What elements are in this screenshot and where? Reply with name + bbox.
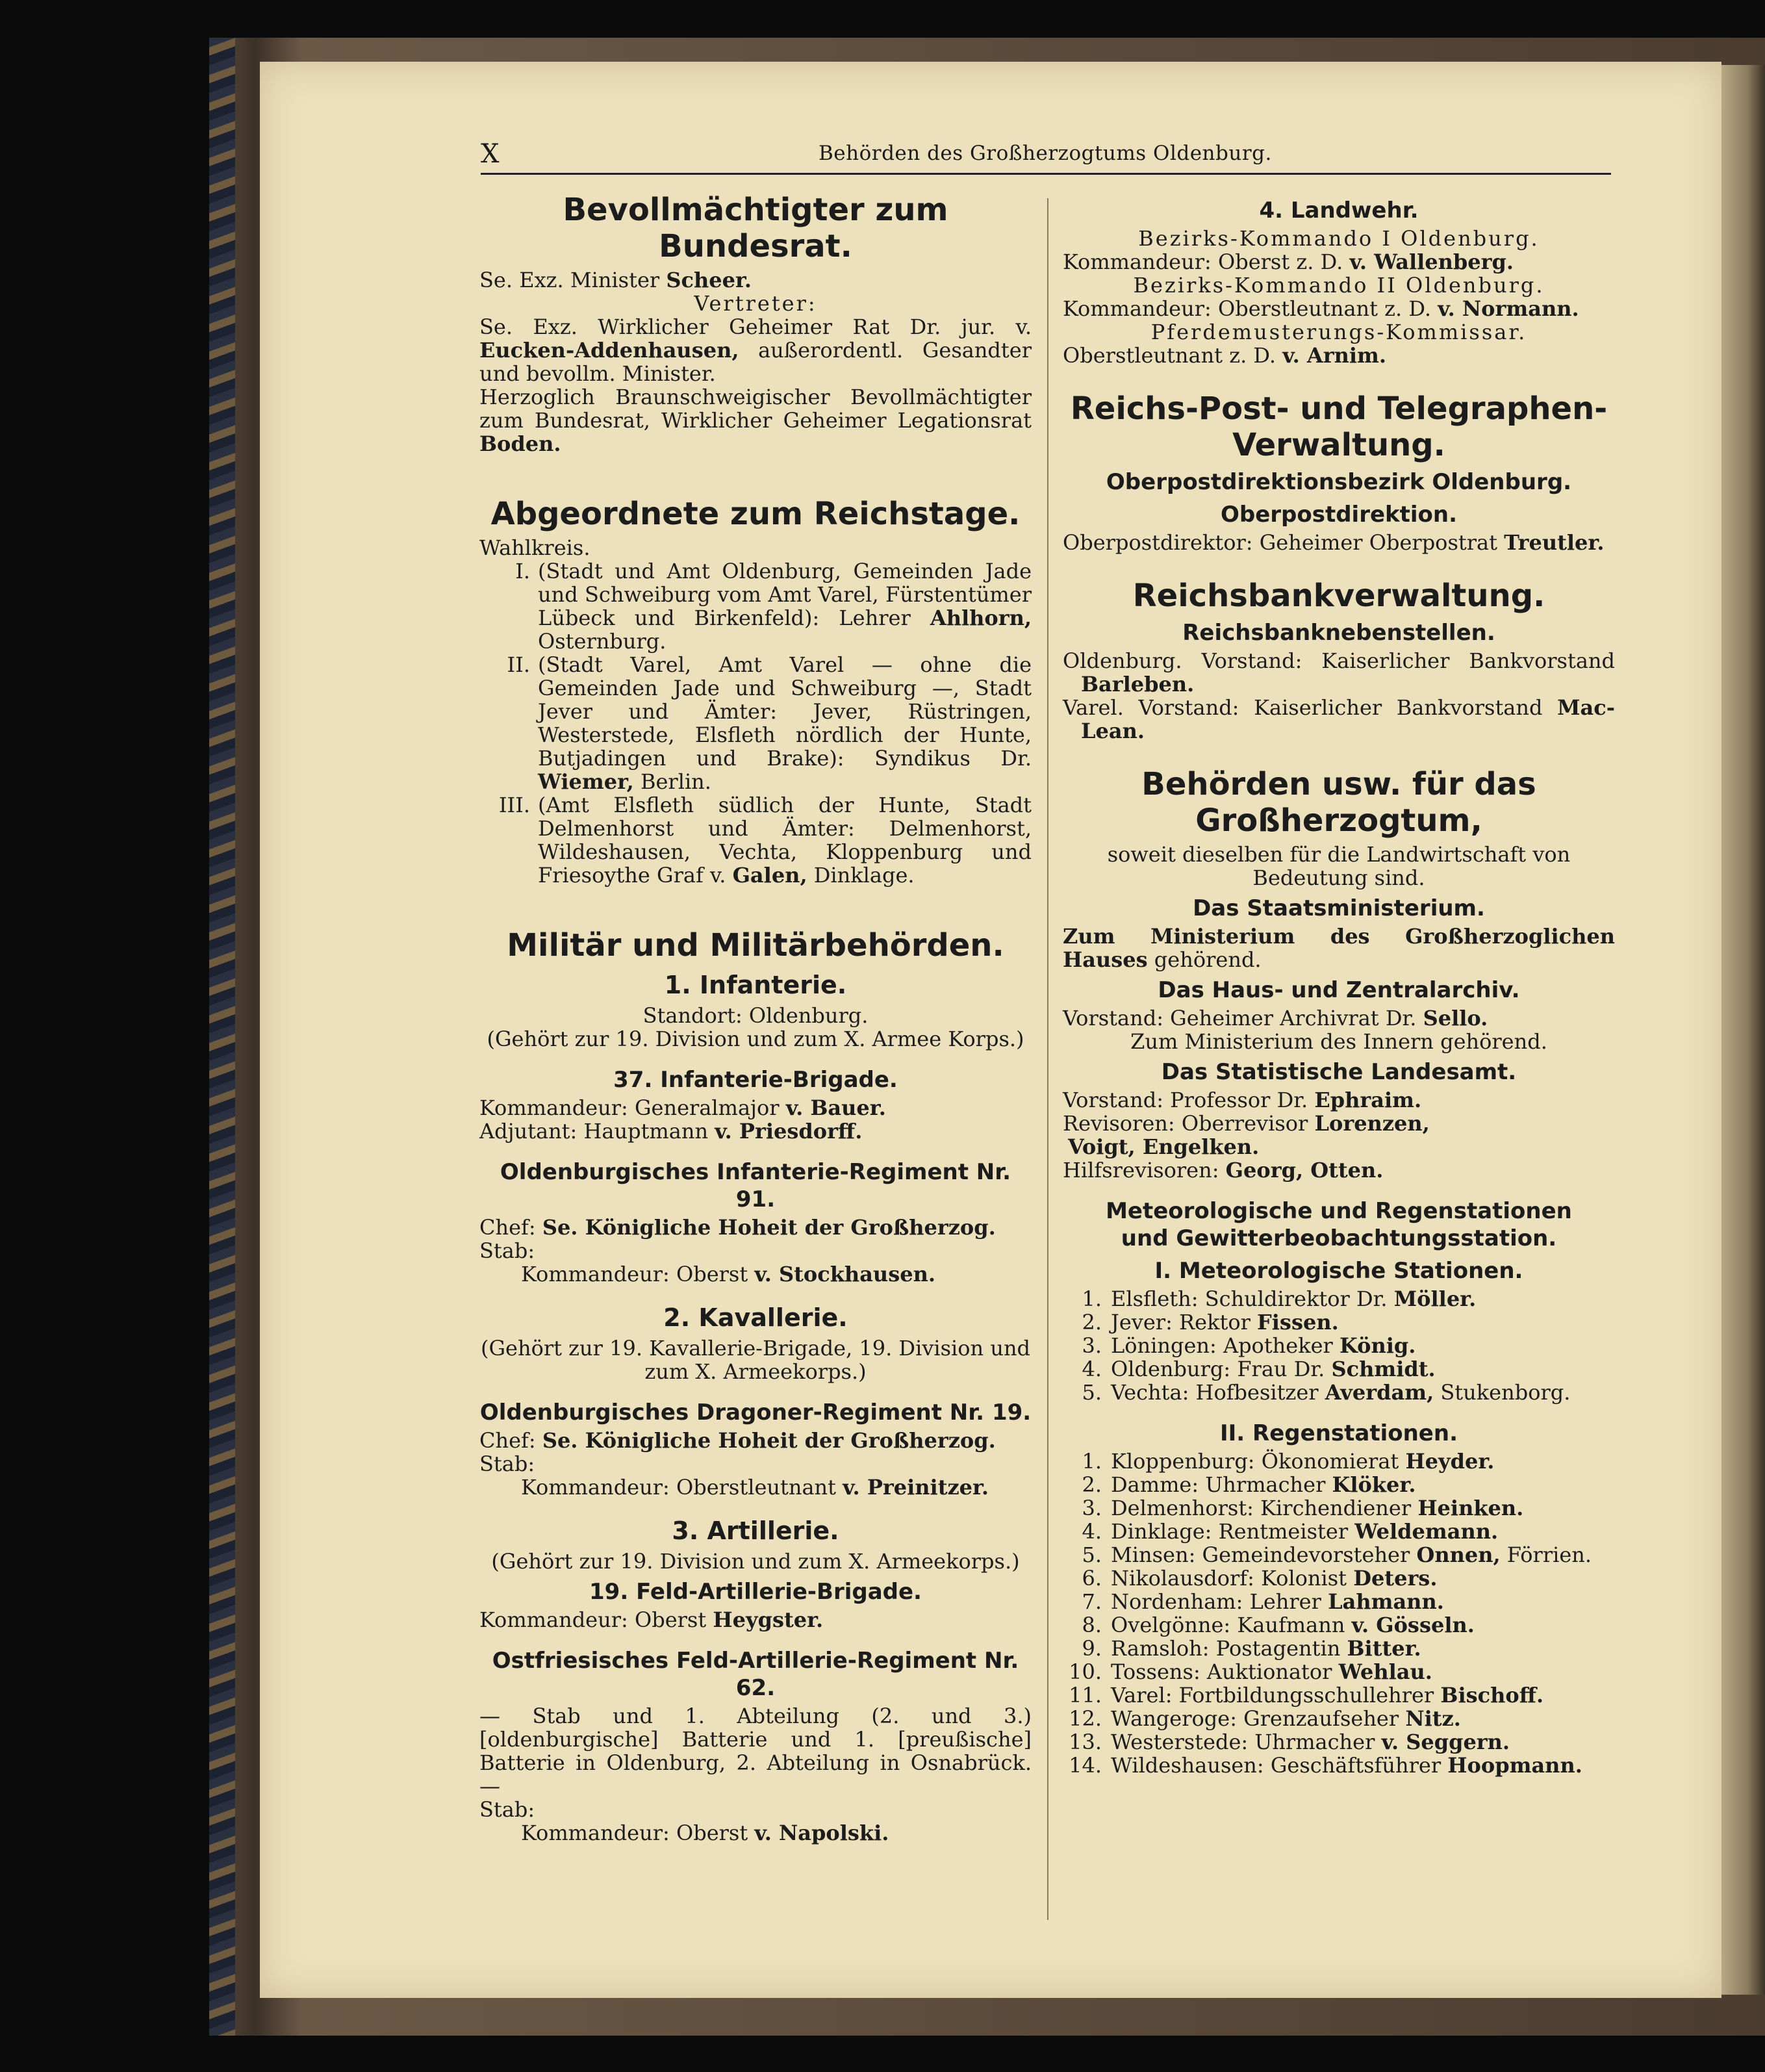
station-person: Lahmann. xyxy=(1328,1589,1444,1614)
name: Sello. xyxy=(1423,1006,1488,1030)
name: v. Priesdorff. xyxy=(715,1119,863,1144)
wahlkreis-label: Wahlkreis. xyxy=(479,535,590,560)
standort: Standort: Oldenburg. xyxy=(642,1003,869,1028)
station-number: 2. xyxy=(1082,1472,1102,1497)
text: Kommandeur: Generalmajor xyxy=(479,1095,786,1120)
vertreter-label: Vertreter: xyxy=(694,291,817,316)
title-line: Meteorologische und Regenstationen xyxy=(1106,1198,1572,1224)
reichsbank-subtitle: Reichsbanknebenstellen. xyxy=(1182,620,1495,646)
station-text: Ramsloh: Postagentin Bitter. xyxy=(1111,1636,1421,1661)
name: Ephraim. xyxy=(1314,1088,1422,1112)
kommissar-line xyxy=(1063,344,1615,367)
text: Varel. Vorstand: Kaiserlicher Bankvorstand xyxy=(1063,695,1558,720)
station-number: 14. xyxy=(1069,1753,1102,1778)
running-title: Behörden des Großherzogtums Oldenburg. xyxy=(819,142,1272,165)
name: v. Wallenberg. xyxy=(1349,249,1514,274)
text: Herzoglich Braunschweigischer Bevollmächtigter zum Bundesrat, Wirklicher Geheimer Legationsrat xyxy=(479,385,1032,433)
section-title-behoerden xyxy=(1063,766,1615,839)
station-text: Ovelgönne: Kaufmann v. Gösseln. xyxy=(1111,1613,1475,1637)
text: Oberstleutnant z. D. xyxy=(1063,343,1283,368)
station-entry xyxy=(1063,1287,1615,1311)
name: Voigt, Engelken. xyxy=(1068,1134,1260,1159)
brigade-kommandeur xyxy=(479,1608,1032,1631)
landesamt-hilfsrevisoren xyxy=(1063,1158,1615,1182)
text: Vorstand: Professor Dr. xyxy=(1063,1088,1315,1112)
text: gehörend. xyxy=(1147,947,1262,972)
station-entry xyxy=(1063,1334,1615,1357)
page-number: X xyxy=(481,139,500,169)
page-header xyxy=(481,136,1611,175)
staatsministerium-note xyxy=(1063,925,1615,971)
bank-entry xyxy=(1063,649,1615,696)
title-line: Behörden usw. für das xyxy=(1141,766,1536,802)
wahlkreis-text xyxy=(538,653,1032,793)
regiment-garrison-text: — Stab und 1. Abteilung (2. und 3.) [oldenburgische] Batterie und 1. [preußische] Batterie in Oldenburg, 2. Abteilung in Osnabrück. — xyxy=(479,1704,1032,1798)
station-person: v. Seggern. xyxy=(1381,1730,1510,1754)
station-number: 8. xyxy=(1082,1613,1102,1637)
station-entry xyxy=(1063,1496,1615,1520)
landesamt-revisoren-cont xyxy=(1063,1135,1615,1158)
dragoner-regiment-title: Oldenburgisches Dragoner-Regiment Nr. 19. xyxy=(479,1400,1032,1426)
text: Oldenburg. Vorstand: Kaiserlicher Bankvorstand xyxy=(1063,648,1615,673)
title-line: Reichs-Post- und Telegraphen- xyxy=(1070,390,1608,427)
text: Se. Exz. Minister xyxy=(479,268,667,292)
text: (Amt Elsfleth südlich der Hunte, Stadt Delmenhorst und Ämter: Delmenhorst, Wildeshausen, Vechta, Kloppenburg und Friesoythe Graf v. xyxy=(538,793,1032,888)
marbled-spine-edge xyxy=(209,38,235,2036)
station-number: 3. xyxy=(1082,1496,1102,1520)
section-title-meteo xyxy=(1063,1197,1615,1252)
infanterie-note: (Gehört zur 19. Division und zum X. Armee Korps.) xyxy=(487,1027,1024,1051)
name: Se. Königliche Hoheit der Großherzog. xyxy=(542,1428,996,1453)
station-text: Wildeshausen: Geschäftsführer Hoopmann. xyxy=(1111,1753,1582,1778)
regiment-kommandeur xyxy=(479,1262,1032,1286)
text: außerordentl. Gesandter und bevollm. Minister. xyxy=(479,338,1032,386)
station-number: 13. xyxy=(1069,1730,1102,1754)
bezirks-kommando-2: Bezirks-Kommando II Oldenburg. xyxy=(1133,273,1545,298)
station-entry xyxy=(1063,1567,1615,1590)
zentralarchiv-vorstand xyxy=(1063,1006,1615,1030)
station-text: Tossens: Auktionator Wehlau. xyxy=(1111,1659,1432,1684)
name: Lorenzen, xyxy=(1314,1111,1430,1136)
zentralarchiv-title: Das Haus- und Zentralarchiv. xyxy=(1158,977,1520,1003)
text: Chef: xyxy=(479,1215,542,1240)
station-person: Fissen. xyxy=(1257,1310,1339,1335)
station-entry xyxy=(1063,1473,1615,1496)
text: Vorstand: Geheimer Archivrat Dr. xyxy=(1063,1006,1423,1030)
station-text: Delmenhorst: Kirchendiener Heinken. xyxy=(1111,1496,1524,1520)
text: Kommandeur: Oberst xyxy=(521,1821,755,1845)
pferdemusterungs-kommissar: Pferdemusterungs-Kommissar. xyxy=(1150,320,1527,344)
station-entry xyxy=(1063,1637,1615,1660)
brigade-kommandeur xyxy=(479,1096,1032,1119)
station-person: Klöker. xyxy=(1332,1472,1416,1497)
wahlkreis-text xyxy=(538,793,1032,887)
station-entry xyxy=(1063,1543,1615,1567)
meteo-stations-title: I. Meteorologische Stationen. xyxy=(1154,1258,1523,1284)
stab-label: Stab: xyxy=(479,1238,535,1263)
station-person: Averdam, xyxy=(1325,1380,1434,1405)
brigade-adjutant xyxy=(479,1119,1032,1143)
station-entry xyxy=(1063,1357,1615,1381)
regiment-chef xyxy=(479,1429,1032,1452)
stab-label: Stab: xyxy=(479,1797,535,1822)
landesamt-vorstand xyxy=(1063,1088,1615,1112)
name: Boden. xyxy=(479,431,561,456)
left-column xyxy=(479,192,1032,1845)
title-line: Verwaltung. xyxy=(1232,427,1445,463)
staatsministerium-title: Das Staatsministerium. xyxy=(1193,895,1485,921)
station-person: Nitz. xyxy=(1405,1706,1461,1731)
wahlkreis-number: III. xyxy=(498,793,530,817)
station-person: Wehlau. xyxy=(1338,1659,1432,1684)
subsection-kavallerie: 2. Kavallerie. xyxy=(663,1303,848,1332)
station-text: Damme: Uhrmacher Klöker. xyxy=(1111,1472,1416,1497)
station-person: Bischoff. xyxy=(1440,1683,1544,1707)
ministerium-innern-note: Zum Ministerium des Innern gehörend. xyxy=(1130,1029,1547,1054)
text: Oberpostdirektor: Geheimer Oberpostrat xyxy=(1063,530,1505,555)
oberpostdirektor-line xyxy=(1063,531,1615,554)
station-entry xyxy=(1063,1683,1615,1707)
subsection-infanterie: 1. Infanterie. xyxy=(664,971,847,999)
name: Heygster. xyxy=(713,1607,824,1632)
station-number: 1. xyxy=(1082,1449,1102,1474)
landesamt-title: Das Statistische Landesamt. xyxy=(1161,1059,1517,1085)
artillerie-note: (Gehört zur 19. Division und zum X. Armeekorps.) xyxy=(491,1549,1020,1574)
subsection-artillerie: 3. Artillerie. xyxy=(672,1516,839,1545)
station-text: Nordenham: Lehrer Lahmann. xyxy=(1111,1589,1444,1614)
section-title-reichsbank: Reichsbankverwaltung. xyxy=(1132,578,1545,614)
station-person: Onnen, xyxy=(1416,1542,1501,1567)
station-entry xyxy=(1063,1730,1615,1754)
station-number: 1. xyxy=(1082,1286,1102,1311)
brigade-title: 37. Infanterie-Brigade. xyxy=(613,1067,898,1093)
station-number: 6. xyxy=(1082,1566,1102,1591)
wahlkreis-entry xyxy=(479,653,1032,793)
kommandeur-line xyxy=(1063,297,1615,320)
station-person: Möller. xyxy=(1393,1286,1477,1311)
wahlkreis-number: I. xyxy=(515,559,530,583)
meteo-stations-list xyxy=(1063,1287,1615,1404)
station-number: 10. xyxy=(1069,1659,1102,1684)
text: Chef: xyxy=(479,1428,542,1453)
station-person: Heinken. xyxy=(1417,1496,1524,1520)
stab-label: Stab: xyxy=(479,1452,535,1476)
station-number: 3. xyxy=(1082,1333,1102,1358)
column-divider xyxy=(1047,198,1048,1920)
name: v. Stockhausen. xyxy=(754,1262,935,1286)
bezirks-kommando-1: Bezirks-Kommando I Oldenburg. xyxy=(1138,226,1540,251)
feld-artillerie-brigade-title: 19. Feld-Artillerie-Brigade. xyxy=(589,1579,922,1605)
station-person: Weldemann. xyxy=(1354,1519,1499,1544)
station-person: Deters. xyxy=(1353,1566,1438,1591)
text: Adjutant: Hauptmann xyxy=(479,1119,715,1144)
ostfriesisches-regiment-title: Ostfriesisches Feld-Artillerie-Regiment Nr. 62. xyxy=(492,1648,1019,1701)
name: Barleben. xyxy=(1081,672,1195,697)
section-title-reichstag: Abgeordnete zum Reichstage. xyxy=(490,496,1021,532)
station-person: Bitter. xyxy=(1347,1636,1421,1661)
infanterie-regiment-title: Oldenburgisches Infanterie-Regiment Nr. 91. xyxy=(500,1159,1011,1212)
station-number: 4. xyxy=(1082,1519,1102,1544)
rain-stations-list xyxy=(1063,1450,1615,1777)
station-person: Schmidt. xyxy=(1331,1357,1436,1381)
station-number: 12. xyxy=(1069,1706,1102,1731)
post-subtitle: Oberpostdirektionsbezirk Oldenburg. xyxy=(1106,469,1572,495)
station-entry xyxy=(1063,1754,1615,1777)
station-entry xyxy=(1063,1450,1615,1473)
station-person: Hoopmann. xyxy=(1447,1753,1582,1778)
station-number: 9. xyxy=(1082,1636,1102,1661)
name: v. Arnim. xyxy=(1282,343,1387,368)
braunschweig-entry xyxy=(479,385,1032,455)
station-text: Westerstede: Uhrmacher v. Seggern. xyxy=(1111,1730,1510,1754)
station-entry xyxy=(1063,1660,1615,1683)
station-text: Elsfleth: Schuldirektor Dr. Möller. xyxy=(1111,1286,1477,1311)
regiment-kommandeur xyxy=(479,1476,1032,1499)
bundesrat-minister xyxy=(479,268,1032,292)
title-line: Großherzogtum, xyxy=(1195,802,1482,839)
wahlkreis-text xyxy=(538,559,1032,653)
wahlkreis-entry xyxy=(479,793,1032,887)
text: Hilfsrevisoren: xyxy=(1063,1158,1226,1183)
station-entry xyxy=(1063,1311,1615,1334)
section-title-militaer: Militär und Militärbehörden. xyxy=(507,927,1004,964)
station-number: 7. xyxy=(1082,1589,1102,1614)
subsection-landwehr: 4. Landwehr. xyxy=(1259,198,1419,224)
text: Kommandeur: Oberstleutnant z. D. xyxy=(1063,296,1438,321)
station-text: Dinklage: Rentmeister Weldemann. xyxy=(1111,1519,1499,1544)
landesamt-revisoren xyxy=(1063,1112,1615,1135)
text: Kommandeur: Oberstleutnant xyxy=(521,1475,843,1500)
section-title-post xyxy=(1063,390,1615,463)
station-number: 5. xyxy=(1082,1380,1102,1405)
station-text: Varel: Fortbildungsschullehrer Bischoff. xyxy=(1111,1683,1544,1707)
text: Osternburg. xyxy=(538,629,667,654)
station-entry xyxy=(1063,1520,1615,1543)
station-entry xyxy=(1063,1381,1615,1404)
station-number: 5. xyxy=(1082,1542,1102,1567)
bank-entry xyxy=(1063,696,1615,743)
station-text: Kloppenburg: Ökonomierat Heyder. xyxy=(1111,1449,1495,1474)
name: Se. Königliche Hoheit der Großherzog. xyxy=(542,1215,996,1240)
station-person: König. xyxy=(1340,1333,1416,1358)
name: Scheer. xyxy=(666,268,752,292)
name: Galen, xyxy=(732,863,807,888)
station-text: Jever: Rektor Fissen. xyxy=(1111,1310,1339,1335)
title-line: und Gewitterbeobachtungsstation. xyxy=(1121,1225,1557,1251)
wahlkreis-entry xyxy=(479,559,1032,653)
name: Georg, Otten. xyxy=(1225,1158,1384,1183)
rain-stations-title: II. Regenstationen. xyxy=(1220,1420,1458,1446)
kommandeur-line xyxy=(1063,250,1615,274)
station-number: 2. xyxy=(1082,1310,1102,1335)
station-text: Nikolausdorf: Kolonist Deters. xyxy=(1111,1566,1438,1591)
name: Ahlhorn, xyxy=(930,606,1032,630)
text: (Stadt und Amt Oldenburg, Gemeinden Jade und Schweiburg vom Amt Varel, Fürstentümer Lübeck und Birkenfeld): Lehrer xyxy=(538,559,1032,630)
station-text: Oldenburg: Frau Dr. Schmidt. xyxy=(1111,1357,1436,1381)
text: (Stadt Varel, Amt Varel — ohne die Gemeinden Jade und Schweiburg —, Stadt Jever und Ämter: Jever, Rüstringen, Westerstede, Elsfleth nördlich der Hunte, Butjadingen und Brake): Syndikus Dr. xyxy=(538,652,1032,771)
name: Eucken-Addenhausen, xyxy=(479,338,739,363)
name: v. Preinitzer. xyxy=(843,1475,989,1500)
station-number: 4. xyxy=(1082,1357,1102,1381)
text: Zum Ministerium des Großherzoglichen Hauses xyxy=(1063,924,1615,972)
name: Wiemer, xyxy=(538,769,634,794)
station-entry xyxy=(1063,1707,1615,1730)
station-entry xyxy=(1063,1590,1615,1613)
station-entry xyxy=(1063,1613,1615,1637)
name: Treutler. xyxy=(1504,530,1605,555)
text: Dinklage. xyxy=(807,863,915,888)
name: Mac-Lean. xyxy=(1081,695,1615,743)
name: v. Napolski. xyxy=(754,1821,889,1845)
text: Kommandeur: Oberst xyxy=(521,1262,755,1286)
station-text: Löningen: Apotheker König. xyxy=(1111,1333,1416,1358)
station-number: 11. xyxy=(1069,1683,1102,1707)
wahlkreis-number: II. xyxy=(507,652,530,677)
text: Kommandeur: Oberst z. D. xyxy=(1063,249,1350,274)
text: Se. Exz. Wirklicher Geheimer Rat Dr. jur. v. xyxy=(479,314,1032,339)
text: Revisoren: Oberrevisor xyxy=(1063,1111,1315,1136)
text: Berlin. xyxy=(633,769,711,794)
name: v. Normann. xyxy=(1438,296,1579,321)
section-title-bundesrat: Bevollmächtigter zum Bundesrat. xyxy=(563,192,948,264)
station-text: Vechta: Hofbesitzer Averdam, Stukenborg. xyxy=(1111,1380,1571,1405)
regiment-chef xyxy=(479,1216,1032,1239)
station-text: Minsen: Gemeindevorsteher Onnen, Förrien. xyxy=(1111,1542,1592,1567)
station-person: v. Gösseln. xyxy=(1351,1613,1475,1637)
name: v. Bauer. xyxy=(785,1095,886,1120)
vertreter-entry xyxy=(479,315,1032,385)
behoerden-note: soweit dieselben für die Landwirtschaft von Bedeutung sind. xyxy=(1107,842,1571,890)
right-column xyxy=(1063,192,1615,1777)
station-person: Heyder. xyxy=(1405,1449,1495,1474)
text: Kommandeur: Oberst xyxy=(479,1607,713,1632)
regiment-kommandeur xyxy=(479,1821,1032,1845)
kavallerie-note: (Gehört zur 19. Kavallerie-Brigade, 19. Division und zum X. Armeekorps.) xyxy=(480,1336,1031,1384)
station-text: Wangeroge: Grenzaufseher Nitz. xyxy=(1111,1706,1461,1731)
page-stack-edge xyxy=(1721,65,1765,1995)
post-subtitle: Oberpostdirektion. xyxy=(1220,502,1458,528)
